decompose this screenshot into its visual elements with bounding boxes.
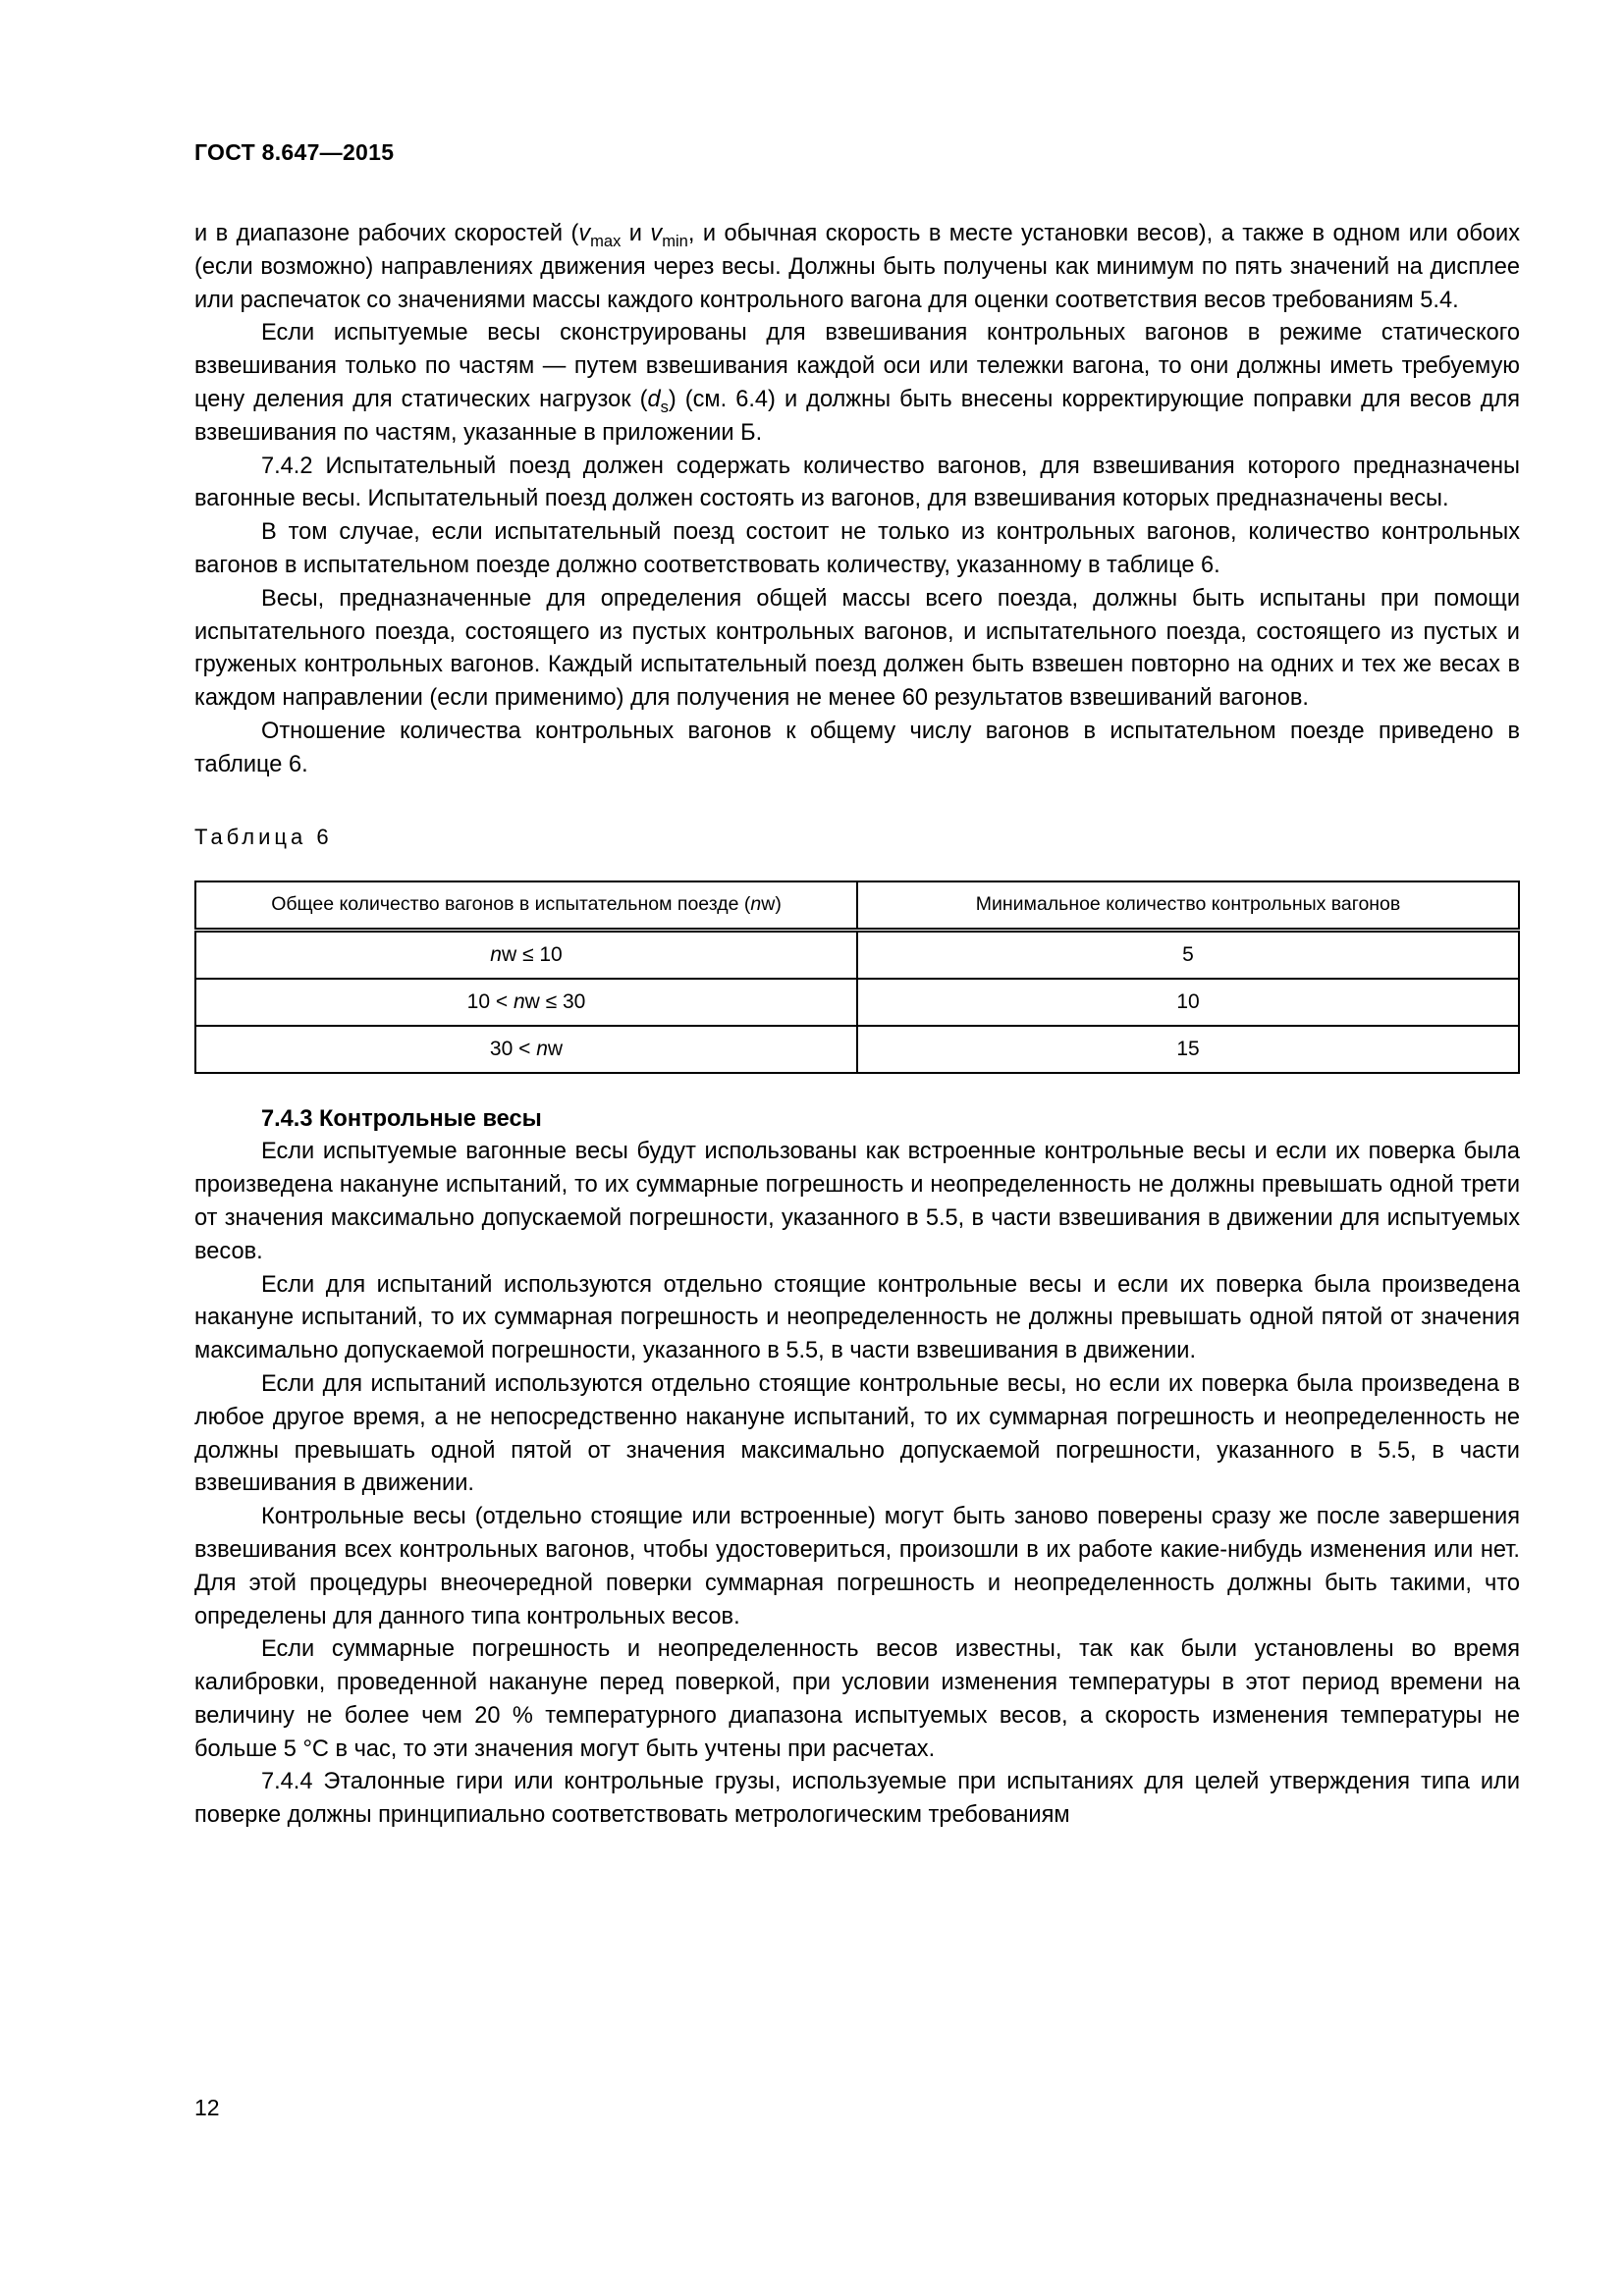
header-text: w) [761,893,782,916]
paragraph-ratio: Отношение количества контрольных вагонов к общему числу вагонов в испытательном поезде приведено в таблице 6. [194,718,1520,777]
var-n: n [513,989,525,1013]
header-text: Общее количество вагонов в испытательном поезде ( [271,893,751,916]
text-fragment: и [621,221,651,246]
paragraph-static-weighing [194,317,1520,450]
var-d: d [647,386,661,412]
page-number: 12 [194,2095,220,2120]
table-caption: Таблица 6 [194,824,333,849]
paragraph-built-in-scales: Если испытуемые вагонные весы будут использованы как встроенные контрольные весы и если их поверка была произведена накануне испытаний, то их суммарные погрешность и неопределенность не должны превышать одной трети от значения максимально допускаемой погрешности, указанного в 5.5, в части взвешивания в движении для испытуемых весов. [194,1139,1520,1264]
var-v: v [650,221,663,246]
document-code: ГОСТ 8.647—2015 [194,139,395,165]
paragraph-742: 7.4.2 Испытательный поезд должен содержать количество вагонов, для взвешивания которого предназначены вагонные весы. Испытательный поезд должен состоять из вагонов, для взвешивания которых предназначены весы. [194,453,1520,512]
paragraph-calibration: Если суммарные погрешность и неопределенность весов известны, так как были установлены во время калибровки, проведенной накануне перед поверкой, при условии изменения температуры в этот период времени на величину не более чем 20 % температурного диапазона испытуемых весов, а скорость изменения температуры не больше 5 °С в час, то эти значения могут быть учтены при расчетах. [194,1636,1520,1762]
paragraph-continuation [194,218,1520,317]
paragraph-standalone-other-time: Если для испытаний используются отдельно стоящие контрольные весы, но если их поверка была произведена в любое другое время, а не непосредственно накануне испытаний, то их суммарная погрешность и неопределенность не должны превышать одной пятой от значения максимально допускаемой погрешности, указанного в 5.5, в части взвешивания в движении. [194,1370,1520,1497]
table-cell-value: 10 [857,979,1519,1026]
cell-text: w ≤ 30 [524,989,586,1013]
var-n: n [490,942,502,966]
table-cell-range [195,979,857,1026]
table-header-row [195,881,1519,931]
text-fragment: и в диапазоне рабочих скоростей ( [194,221,579,246]
table-cell-value: 15 [857,1026,1519,1073]
text-fragment: , и обычная скорость в месте установки весов), а также в одном или обоих (если возможно) направлениях движения через весы. Должны быть получены как минимум по пять значений на дисплее или распечаток со значениями массы каждого контрольного вагона для оценки соответствия весов требованиям 5.4. [194,221,1521,313]
table-row [195,1026,1519,1073]
column-header-min-control-wagons: Минимальное количество контрольных вагонов [857,881,1519,931]
var-v: v [578,221,591,246]
paragraph-test-train: В том случае, если испытательный поезд состоит не только из контрольных вагонов, количество контрольных вагонов в испытательном поезде должно соответствовать количеству, указанному в таблице 6. [194,519,1520,578]
table-6 [194,881,1520,1074]
table-row [195,930,1519,979]
subscript-min: min [662,231,688,250]
cell-text: w ≤ 10 [501,942,563,966]
paragraph-reverification: Контрольные весы (отдельно стоящие или встроенные) могут быть заново поверены сразу же после завершения взвешивания всех контрольных вагонов, чтобы удостовериться, произошли в их работе какие-нибудь изменения или нет. Для этой процедуры внеочередной поверки суммарная погрешность и неопределенность должны быть такими, что определены для данного типа контрольных весов. [194,1504,1520,1629]
cell-text: 30 < [489,1037,537,1060]
table-row [195,979,1519,1026]
cell-text: w [547,1037,564,1060]
table-cell-value: 5 [857,930,1519,979]
text-fragment: ) (см. 6.4) и должны быть внесены корректирующие поправки для весов для взвешивания по частям, указанные в приложении Б. [194,386,1520,446]
paragraph-total-mass: Весы, предназначенные для определения общей массы всего поезда, должны быть испытаны при помощи испытательного поезда, состоящего из пустых контрольных вагонов, и испытательного поезда, состоящего из пустых и груженых контрольных вагонов. Каждый испытательный поезд должен быть взвешен повторно на одних и тех же весах в каждом направлении (если применимо) для получения не менее 60 результатов взвешиваний вагонов. [194,585,1520,712]
subscript-s: s [660,397,669,416]
text-fragment: Если испытуемые весы сконструированы для взвешивания контрольных вагонов в режиме статического взвешивания только по частям — путем взвешивания каждой оси или тележки вагона, то они должны иметь требуемую цену деления для статических нагрузок ( [194,320,1520,412]
table-cell-range [195,1026,857,1073]
section-heading-743: 7.4.3 Контрольные весы [261,1105,542,1132]
var-n: n [536,1037,548,1060]
var-n: n [750,893,762,916]
table-cell-range [195,930,857,979]
document-page [194,137,1520,1833]
paragraph-744: 7.4.4 Эталонные гири или контрольные грузы, используемые при испытаниях для целей утверждения типа или поверке должны принципиально соответствовать метрологическим требованиям [194,1769,1520,1829]
paragraph-standalone-scales: Если для испытаний используются отдельно стоящие контрольные весы и если их поверка была произведена накануне испытаний, то их суммарная погрешность и неопределенность не должны превышать одной пятой от значения максимально допускаемой погрешности, указанного в 5.5, в части взвешивания в движении. [194,1271,1520,1364]
subscript-max: max [590,231,622,250]
column-header-total-wagons [195,881,857,931]
cell-text: 10 < [466,989,514,1013]
